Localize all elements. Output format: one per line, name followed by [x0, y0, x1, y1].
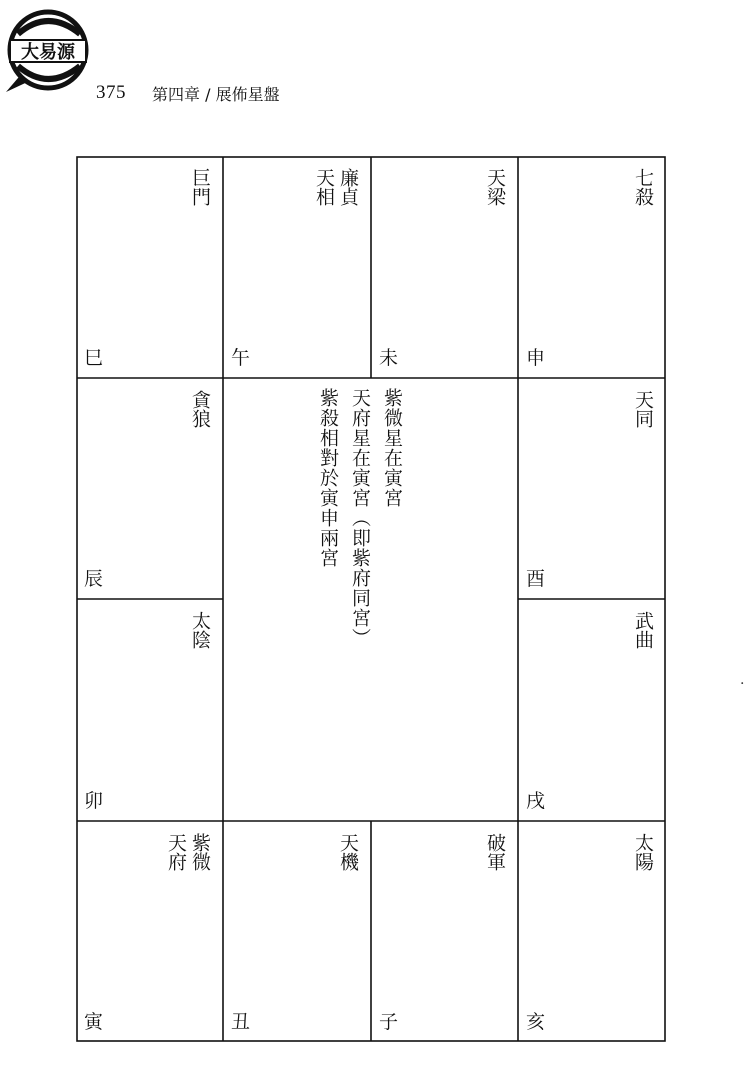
star: 天府 — [165, 833, 187, 871]
palace-hai — [518, 821, 666, 1042]
branch-label: 未 — [379, 347, 399, 369]
branch-label: 申 — [526, 347, 546, 369]
palace-mao — [76, 599, 223, 821]
star: 七殺 — [632, 168, 654, 206]
palace-yin — [76, 821, 223, 1042]
star: 巨門 — [189, 168, 211, 206]
star: 太陽 — [632, 833, 654, 871]
star: 天機 — [337, 833, 359, 871]
palace-shen — [518, 156, 666, 378]
palace-chou — [223, 821, 371, 1042]
palace-zi — [371, 821, 518, 1042]
ziwei-chart — [76, 156, 666, 1042]
palace-chen — [76, 378, 223, 599]
palace-wu — [223, 156, 371, 378]
palace-you — [518, 378, 666, 599]
branch-label: 寅 — [84, 1011, 104, 1033]
branch-label: 辰 — [84, 568, 104, 590]
star: 武曲 — [632, 611, 654, 649]
page-number: 375 — [96, 82, 126, 103]
star: 廉貞 — [337, 168, 359, 206]
edge-mark: . — [740, 672, 745, 688]
chapter-title: 第四章 / 展佈星盤 — [152, 85, 280, 104]
palace-si — [76, 156, 223, 378]
center-note: 紫殺相對於寅申兩宮 — [317, 388, 339, 568]
star: 破軍 — [484, 833, 506, 871]
star: 紫微 — [189, 833, 211, 871]
publisher-logo — [4, 4, 90, 94]
star: 天同 — [632, 390, 654, 428]
palace-wei — [371, 156, 518, 378]
branch-label: 卯 — [84, 790, 104, 812]
logo-lettering: 大易源 — [21, 42, 75, 63]
branch-label: 亥 — [526, 1011, 546, 1033]
center-note: 天府星在寅宮（即紫府同宮） — [349, 388, 371, 648]
center-note: 紫微星在寅宮 — [381, 388, 403, 508]
star: 太陰 — [189, 611, 211, 649]
branch-label: 巳 — [84, 347, 104, 369]
branch-label: 戌 — [526, 790, 546, 812]
branch-label: 酉 — [526, 568, 546, 590]
star: 天梁 — [484, 168, 506, 206]
branch-label: 午 — [231, 347, 251, 369]
star: 天相 — [313, 168, 335, 206]
center-notes — [314, 388, 406, 648]
star: 貪狼 — [189, 390, 211, 428]
palace-xu — [518, 599, 666, 821]
branch-label: 丑 — [231, 1011, 251, 1033]
branch-label: 子 — [379, 1011, 399, 1033]
